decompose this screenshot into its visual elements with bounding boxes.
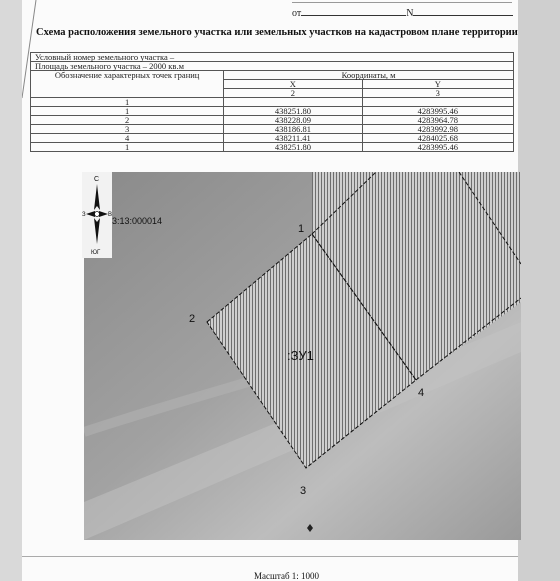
col-num-1: 1 bbox=[31, 98, 224, 107]
scan-background-strip bbox=[518, 0, 560, 581]
col-num-3: 3 bbox=[362, 89, 513, 98]
row-x: 438211.41 bbox=[224, 134, 362, 143]
header-x: X bbox=[224, 80, 362, 89]
row-x: 438228.09 bbox=[224, 116, 362, 125]
row-point: 1 bbox=[31, 107, 224, 116]
point-label-3: 3 bbox=[300, 485, 307, 497]
header-coordinates: Координаты, м bbox=[224, 71, 514, 80]
point-label-4: 4 bbox=[418, 387, 425, 399]
row-point: 4 bbox=[31, 134, 224, 143]
table-header-row bbox=[31, 71, 514, 80]
header-date-line bbox=[292, 8, 513, 19]
compass-north: С bbox=[94, 176, 100, 183]
row-x: 438186.81 bbox=[224, 125, 362, 134]
row-y: 4283995.46 bbox=[362, 107, 513, 116]
row-y: 4283964.78 bbox=[362, 116, 513, 125]
map-scale: Масштаб 1: 1000 bbox=[254, 571, 320, 581]
row-point: 1 bbox=[31, 143, 224, 152]
from-label: от bbox=[292, 8, 302, 19]
header-y: Y bbox=[362, 80, 513, 89]
parcel-area: Площадь земельного участка – 2000 кв.м bbox=[31, 62, 514, 71]
row-y: 4283992.98 bbox=[362, 125, 513, 134]
parcel-label: :ЗУ1 bbox=[287, 348, 314, 363]
map-bottom-rule bbox=[22, 556, 518, 557]
cadastral-number: 3:13:000014 bbox=[112, 216, 163, 226]
row-y: 4284025.68 bbox=[362, 134, 513, 143]
row-y: 4283995.46 bbox=[362, 143, 513, 152]
row-x: 438251.80 bbox=[224, 107, 362, 116]
point-label-2: 2 bbox=[189, 313, 196, 325]
row-x: 438251.80 bbox=[224, 143, 362, 152]
row-point: 2 bbox=[31, 116, 224, 125]
conditional-number: Условный номер земельного участка – bbox=[31, 53, 514, 62]
compass-east: В bbox=[108, 212, 112, 218]
compass-south: ЮГ bbox=[91, 250, 101, 256]
cadastral-map bbox=[84, 172, 521, 540]
header-top-rule bbox=[292, 2, 512, 3]
header-point-designation: Обозначение характерных точек границ bbox=[31, 71, 224, 98]
document-title: Схема расположения земельного участка или земельных участков на кадастровом плане территории bbox=[36, 27, 518, 38]
compass-rose-icon bbox=[82, 172, 112, 258]
document-sheet bbox=[22, 0, 518, 581]
compass-west: З bbox=[82, 212, 86, 218]
table-row bbox=[31, 143, 514, 152]
map-canvas bbox=[84, 172, 521, 540]
row-point: 3 bbox=[31, 125, 224, 134]
col-num-2: 2 bbox=[224, 89, 362, 98]
point-label-1: 1 bbox=[298, 223, 305, 235]
number-label: N bbox=[406, 8, 414, 19]
coordinates-table bbox=[30, 52, 514, 152]
